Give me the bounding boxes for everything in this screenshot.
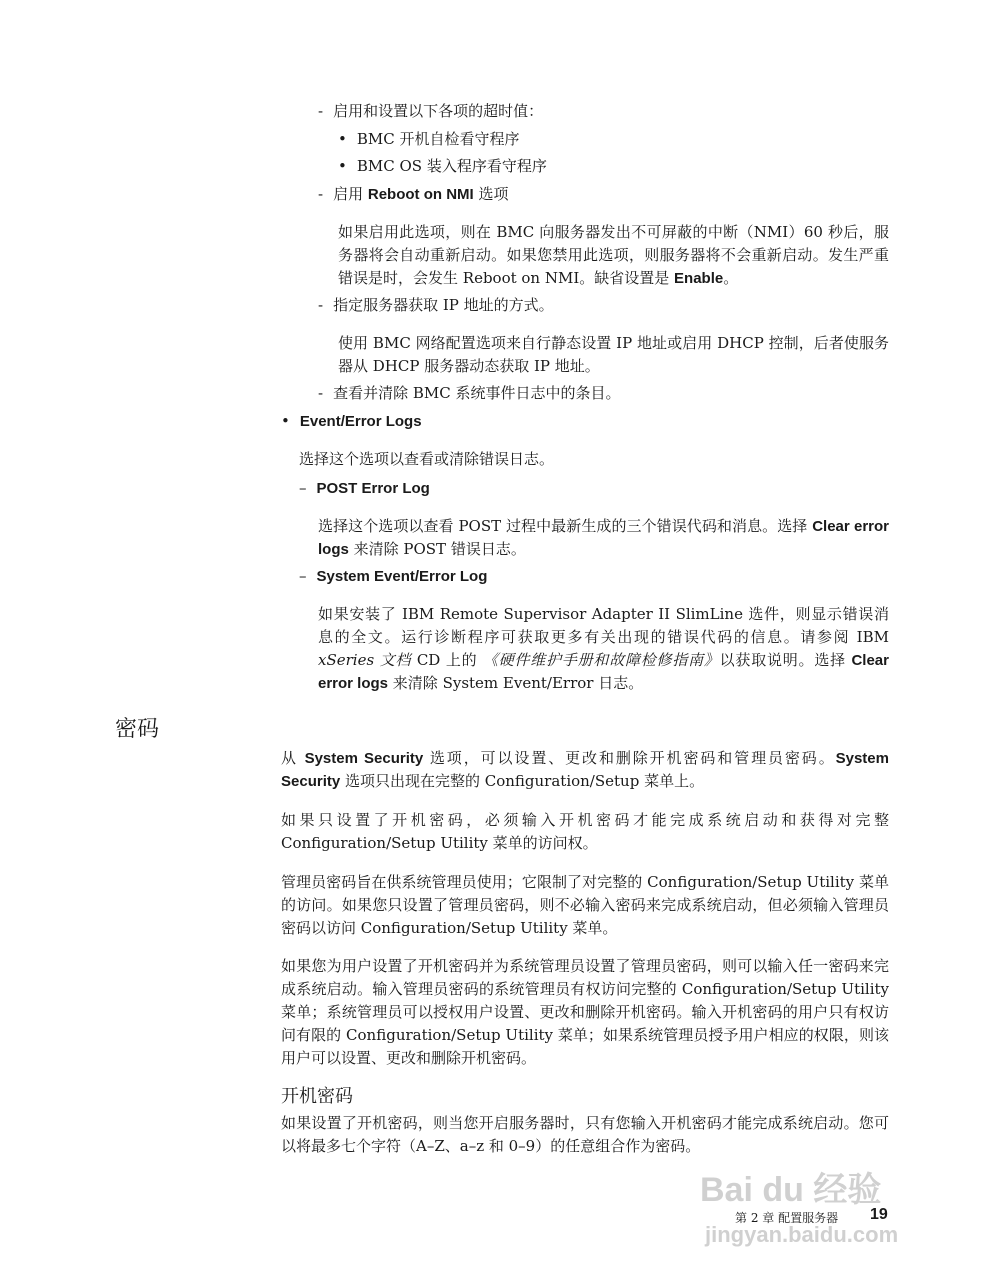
p1-bold-1: System Security xyxy=(304,750,424,767)
reboot-nmi-suffix: 选项 xyxy=(478,185,509,203)
passwords-paragraph-5: 如果设置了开机密码，则当您开启服务器时，只有您输入开机密码才能完成系统启动。您可以将最多七个字符（A–Z、a–z 和 0–9）的任意组合作为密码。 xyxy=(281,1114,889,1155)
bullet-marker: • xyxy=(281,412,290,430)
ip-title-text: 指定服务器获取 IP 地址的方式。 xyxy=(333,296,554,314)
reboot-nmi-description xyxy=(338,221,889,290)
watermark-url: jingyan.baidu.com xyxy=(705,1222,899,1247)
event-logs-title-text: Event/Error Logs xyxy=(299,413,422,430)
reboot-nmi-desc-a: 如果启用此选项，则在 BMC 向服务器发出不可屏蔽的中断（NMI）60 秒后，服务器将会自动重新启动。如果您禁用此选项，则服务器将不会重新启动。发生严重错误是时，会发生 Reboot on NMI。缺省设置是 xyxy=(338,223,889,287)
dash-marker: - xyxy=(318,102,324,120)
bullet-marker: • xyxy=(338,157,347,175)
system-event-log-title xyxy=(299,565,487,588)
post-error-log-title xyxy=(299,477,430,500)
timeout-item-2 xyxy=(338,155,547,178)
passwords-heading: 密码 xyxy=(115,717,160,742)
reboot-nmi-bold: Reboot on NMI xyxy=(367,186,474,203)
passwords-paragraph-2: 如果只设置了开机密码，必须输入开机密码才能完成系统启动和获得对完整 Configuration/Setup Utility 菜单的访问权。 xyxy=(281,811,889,852)
post-desc-a: 选择这个选项以查看 POST 过程中最新生成的三个错误代码和消息。选择 xyxy=(318,517,813,535)
passwords-paragraph-3: 管理员密码旨在供系统管理员使用；它限制了对完整的 Configuration/Setup Utility 菜单的访问。如果您只设置了管理员密码，则不必输入密码来完成系统启动，但必须输入管理员密码以访问 Configuration/Setup Utility 菜单。 xyxy=(281,873,889,937)
timeout-item-1 xyxy=(338,128,520,151)
p1-c: 选项，可以设置、更改和删除开机密码和管理员密码。 xyxy=(423,749,836,767)
reboot-nmi-title xyxy=(318,183,509,206)
page-number: 19 xyxy=(870,1206,888,1223)
sys-desc-c: 以获取说明。选择 xyxy=(719,651,852,669)
timeout-item-text: BMC OS 装入程序看守程序 xyxy=(356,157,547,175)
bullet-marker: • xyxy=(338,130,347,148)
dash-marker: - xyxy=(318,296,324,314)
ip-description: 使用 BMC 网络配置选项来自行静态设置 IP 地址或启用 DHCP 控制，后者使服务器从 DHCP 服务器动态获取 IP 地址。 xyxy=(338,334,889,375)
passwords-paragraph-1 xyxy=(281,747,889,793)
reboot-nmi-desc-end: 。 xyxy=(723,269,739,287)
passwords-paragraph-4: 如果您为用户设置了开机密码并为系统管理员设置了管理员密码，则可以输入任一密码来完成系统启动。输入管理员密码的系统管理员有权访问完整的 Configuration/Setup Utility 菜单；系统管理员可以授权用户设置、更改和删除开机密码。输入开机密码的用户只有权访问有限的 Configuration/Setup Utility 菜单；如果系统管理员授予用户相应的权限，则该用户可以设置、更改和删除开机密码。 xyxy=(281,957,889,1067)
post-error-log-description xyxy=(318,515,889,561)
reboot-nmi-prefix: 启用 xyxy=(333,185,364,203)
sys-desc-d: 来清除 System Event/Error 日志。 xyxy=(388,674,644,692)
dash-marker: – xyxy=(299,479,307,497)
sys-desc-italic-1: xSeries 文档 xyxy=(318,651,412,669)
system-event-log-description xyxy=(318,603,889,695)
timeouts-intro-text: 启用和设置以下各项的超时值： xyxy=(333,102,544,120)
sys-desc-bold: Clear error logs xyxy=(318,652,889,692)
timeouts-intro xyxy=(318,100,543,123)
p1-d: 选项只出现在完整的 Configuration/Setup 菜单上。 xyxy=(340,772,705,790)
p1-a: 从 xyxy=(281,749,305,767)
dash-marker: – xyxy=(299,567,307,585)
system-event-log-text: System Event/Error Log xyxy=(316,568,488,585)
sys-desc-b: CD 上的 xyxy=(411,651,483,669)
timeout-item-text: BMC 开机自检看守程序 xyxy=(356,130,520,148)
post-error-log-text: POST Error Log xyxy=(316,480,430,497)
dash-marker: - xyxy=(318,185,324,203)
view-log-item xyxy=(318,382,620,405)
ip-title xyxy=(318,294,554,317)
sys-desc-a: 如果安装了 IBM Remote Supervisor Adapter II SlimLine 选件，则显示错误消息的全文。运行诊断程序可获取更多有关出现的错误代码的信息。请参阅 IBM xyxy=(318,605,889,646)
footer-chapter: 第 2 章 配置服务器 xyxy=(735,1211,839,1225)
power-on-password-heading: 开机密码 xyxy=(281,1086,353,1107)
dash-marker: - xyxy=(318,384,324,402)
post-desc-bold: Clear error logs xyxy=(318,518,889,558)
p1-bold-2: System Security xyxy=(281,750,889,790)
reboot-nmi-desc-bold: Enable xyxy=(674,270,724,287)
event-logs-title xyxy=(281,410,422,433)
event-logs-description: 选择这个选项以查看或清除错误日志。 xyxy=(299,450,555,468)
watermark-logo: Bai du 经验 xyxy=(700,1171,882,1209)
post-desc-b: 来清除 POST 错误日志。 xyxy=(348,540,526,558)
sys-desc-italic-2: 《硬件维护手册和故障检修指南》 xyxy=(482,651,720,669)
view-log-text: 查看并清除 BMC 系统事件日志中的条目。 xyxy=(333,384,621,402)
